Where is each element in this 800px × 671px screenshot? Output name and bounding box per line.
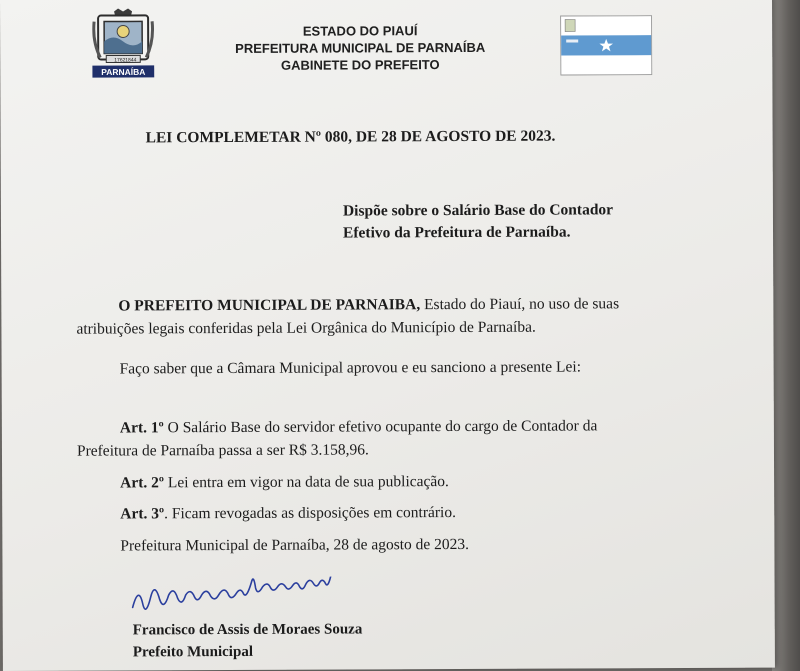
- letterhead: [210, 22, 510, 74]
- table-surface: [772, 0, 800, 671]
- preamble-line-2: atribuições legais conferidas pela Lei Orgânica do Município de Parnaíba.: [76, 318, 536, 338]
- law-title: LEI COMPLEMETAR Nº 080, DE 28 DE AGOSTO DE 2023.: [145, 127, 556, 147]
- enactment-clause: Faço saber que a Câmara Municipal aprovou e eu sanciono a presente Lei:: [119, 358, 582, 378]
- summary-line-1: Dispõe sobre o Salário Base do Contador: [342, 201, 614, 220]
- article-2-text: Lei entra em vigor na data de sua publicação.: [163, 473, 449, 492]
- article-3: [120, 504, 456, 523]
- summary-line-2: Efetivo da Prefeitura de Parnaíba.: [342, 223, 571, 242]
- preamble-line-1: [118, 295, 619, 315]
- preamble-rest: Estado do Piauí, no uso de suas: [420, 295, 620, 314]
- coat-year-right: 1844: [125, 57, 137, 64]
- prefecture-name: PREFEITURA MUNICIPAL DE PARNAÍBA: [235, 39, 486, 56]
- law-summary: [343, 199, 613, 244]
- article-2-label: Art. 2º: [120, 474, 165, 492]
- article-1-label: Art. 1º: [119, 419, 164, 437]
- closing-place-date: Prefeitura Municipal de Parnaíba, 28 de agosto de 2023.: [120, 535, 470, 555]
- state-name: ESTADO DO PIAUÍ: [302, 23, 418, 39]
- article-2: [120, 473, 449, 492]
- handwritten-signature-icon: [131, 576, 541, 618]
- article-3-label: Art. 3º: [120, 505, 165, 523]
- article-1-line-1: [120, 417, 598, 437]
- coat-label: PARNAÍBA: [101, 66, 146, 78]
- coat-of-arms-icon: [92, 7, 154, 79]
- signer-block: [133, 618, 363, 663]
- coat-year-left: 1762: [114, 57, 126, 64]
- article-1-line-2: Prefeitura de Parnaíba passa a ser R$ 3.158,96.: [76, 441, 369, 460]
- article-1-text: O Salário Base do servidor efetivo ocupante do cargo de Contador da: [163, 417, 598, 437]
- preamble-lead: O PREFEITO MUNICIPAL DE PARNAIBA,: [118, 296, 421, 315]
- signer-name: Francisco de Assis de Moraes Souza: [132, 621, 363, 639]
- municipal-flag-icon: [560, 15, 652, 75]
- office-name: GABINETE DO PREFEITO: [280, 57, 440, 73]
- article-3-text: . Ficam revogadas as disposições em contrário.: [164, 504, 456, 523]
- signer-role: Prefeito Municipal: [132, 643, 254, 661]
